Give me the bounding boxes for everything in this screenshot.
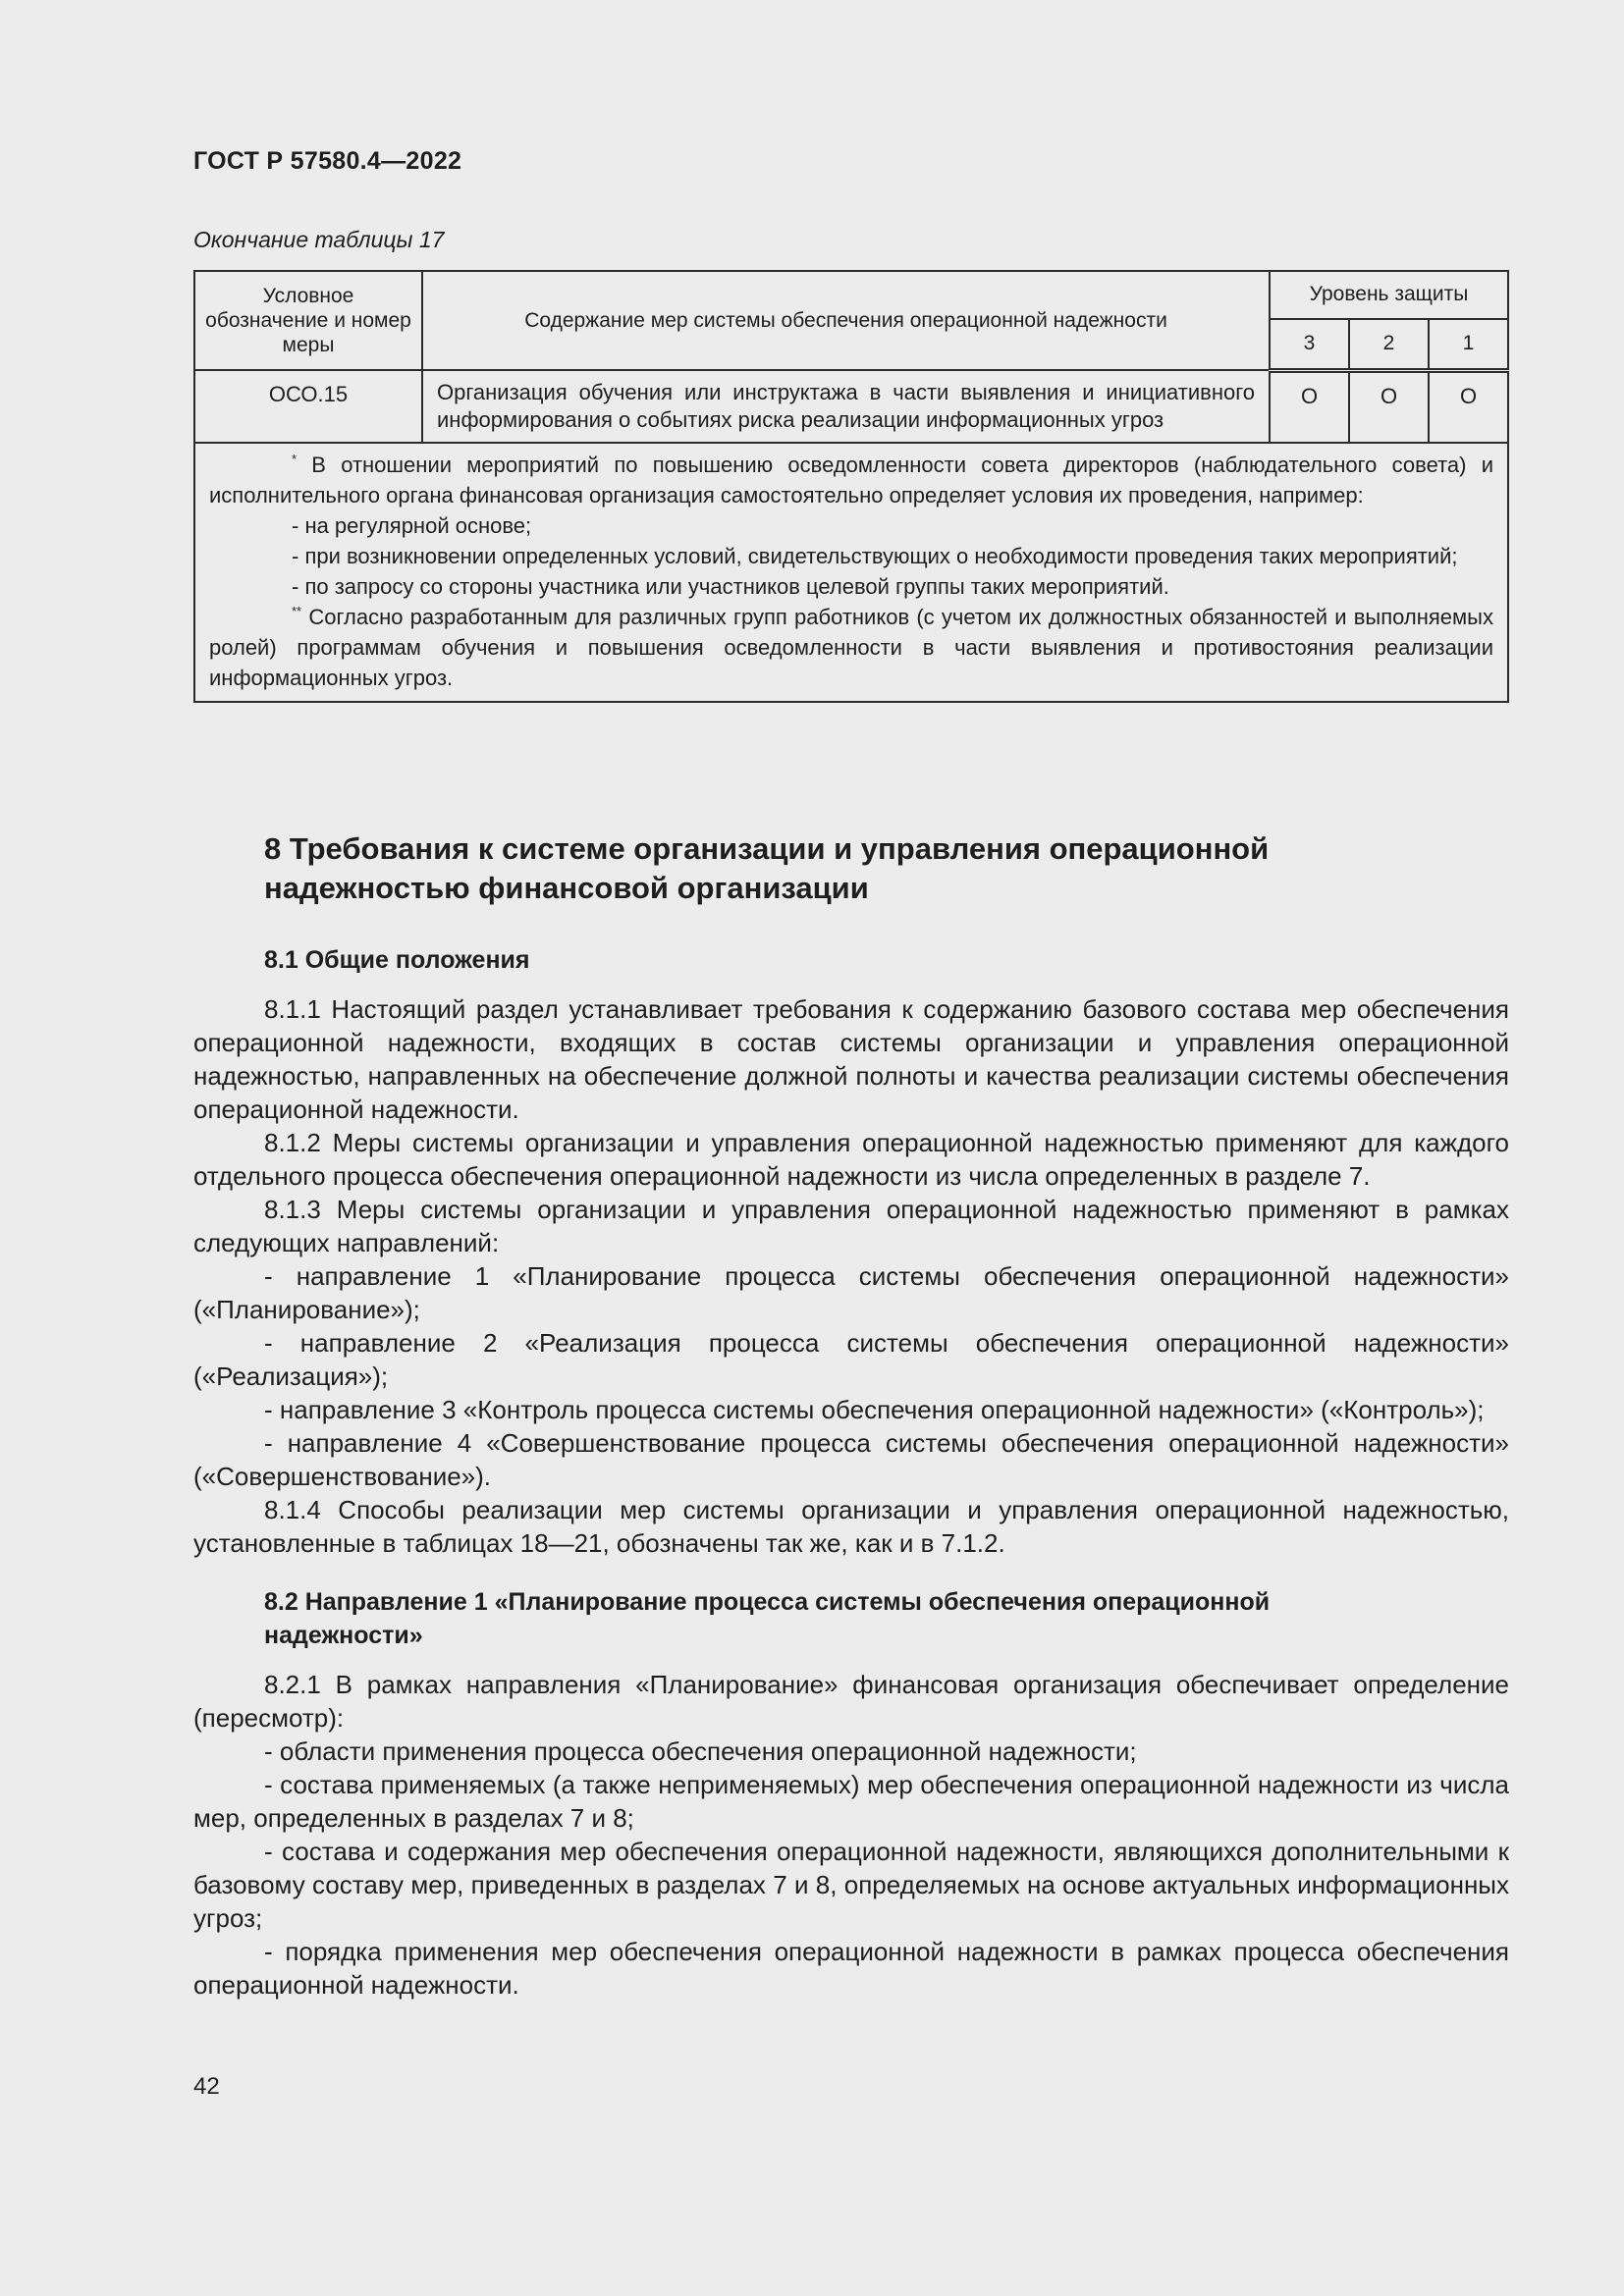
page-number: 42 — [193, 2073, 220, 2100]
paragraph-8-1-3: 8.1.3 Меры системы организации и управления операционной надежностью применяют в рамках следующих направлений: — [193, 1195, 1509, 1257]
subsection-title-8-2 — [264, 1585, 1509, 1652]
footnote-1 — [209, 450, 1493, 510]
list-item: - состава применяемых (а также неприменяемых) мер обеспечения операционной надежности из числа мер, определенных в разделах 7 и 8; — [193, 1770, 1509, 1833]
footnote-1-item: - по запросу со стороны участника или участников целевой группы таких мероприятий. — [292, 574, 1169, 599]
table-footnotes — [194, 443, 1508, 702]
footnote-1-item: - на регулярной основе; — [292, 513, 532, 538]
footnote-2 — [209, 602, 1493, 693]
list-item: - состава и содержания мер обеспечения операционной надежности, являющихся дополнительными к базовому составу мер, приведенных в разделах 7 и 8, определяемых на основе актуальных информационных угроз; — [193, 1837, 1509, 1933]
column-header-level: Уровень защиты — [1270, 271, 1508, 319]
list-item: - порядка применения мер обеспечения операционной надежности в рамках процесса обеспечения операционной надежности. — [193, 1937, 1509, 2000]
section-title — [264, 829, 1509, 908]
measure-mark-level-2: О — [1349, 370, 1429, 443]
level-header-2: 2 — [1349, 319, 1429, 370]
paragraph-8-1-2: 8.1.2 Меры системы организации и управления операционной надежностью применяют для каждого отдельного процесса обеспечения операционной надежности из числа определенных в разделе 7. — [193, 1128, 1509, 1191]
level-header-1: 1 — [1429, 319, 1508, 370]
measure-code: ОСО.15 — [194, 370, 422, 443]
level-header-3: 3 — [1270, 319, 1349, 370]
paragraph-8-1-4: 8.1.4 Способы реализации мер системы организации и управления операционной надежностью, установленные в таблицах 18—21, обозначены так же, как и в 7.1.2. — [193, 1495, 1509, 1558]
section-title-line: надежностью финансовой организации — [264, 871, 869, 905]
document-header: ГОСТ Р 57580.4—2022 — [193, 147, 462, 175]
section-8 — [193, 829, 1509, 2002]
subsection-title-line: надежности» — [264, 1622, 423, 1649]
subsection-title-line: 8.2 Направление 1 «Планирование процесса системы обеспечения операционной — [264, 1588, 1271, 1616]
footnote-1-item: - при возникновении определенных условий, свидетельствующих о необходимости проведения таких мероприятий; — [292, 544, 1458, 568]
column-header-code: Условное обозначение и номер меры — [194, 271, 422, 370]
measure-content: Организация обучения или инструктажа в части выявления и инициативного информирования о событиях риска реализации информационных угроз — [422, 370, 1270, 443]
direction-item-4: - направление 4 «Совершенствование процесса системы обеспечения операционной надежности» («Совершенствование»). — [193, 1428, 1509, 1491]
column-header-content: Содержание мер системы обеспечения операционной надежности — [422, 271, 1270, 370]
measure-mark-level-3: О — [1270, 370, 1349, 443]
measures-table — [193, 270, 1509, 703]
direction-item-1: - направление 1 «Планирование процесса системы обеспечения операционной надежности» («Планирование»); — [193, 1261, 1509, 1324]
direction-item-2: - направление 2 «Реализация процесса системы обеспечения операционной надежности» («Реализация»); — [193, 1328, 1509, 1391]
direction-item-3: - направление 3 «Контроль процесса системы обеспечения операционной надежности» («Контроль»); — [264, 1395, 1485, 1424]
footnote-1-mark: * — [292, 452, 298, 466]
subsection-title-8-1: 8.1 Общие положения — [264, 946, 530, 974]
footnote-2-text: Согласно разработанным для различных групп работников (с учетом их должностных обязанностей и выполняемых ролей) программам обучения и повышения осведомленности в части выявления и противостояния реализации информационных угроз. — [209, 605, 1493, 690]
table-caption: Окончание таблицы 17 — [193, 227, 445, 252]
footnote-1-text: В отношении мероприятий по повышению осведомленности совета директоров (наблюдательного совета) и исполнительного органа финансовая организация самостоятельно определяет условия их проведения, например: — [209, 453, 1493, 507]
footnote-2-mark: ** — [292, 604, 302, 618]
table-row — [194, 370, 1508, 443]
list-item: - области применения процесса обеспечения операционной надежности; — [264, 1736, 1137, 1766]
paragraph-8-2-1: 8.2.1 В рамках направления «Планирование» финансовая организация обеспечивает определение (пересмотр): — [193, 1670, 1509, 1733]
measure-mark-level-1: О — [1429, 370, 1508, 443]
paragraph-8-1-1: 8.1.1 Настоящий раздел устанавливает требования к содержанию базового состава мер обеспечения операционной надежности, входящих в состав системы организации и управления операционной надежностью, направленных на обеспечение должной полноты и качества реализации системы обеспечения операционной надежности. — [193, 994, 1509, 1124]
section-title-line: 8 Требования к системе организации и управления операционной — [264, 831, 1270, 866]
